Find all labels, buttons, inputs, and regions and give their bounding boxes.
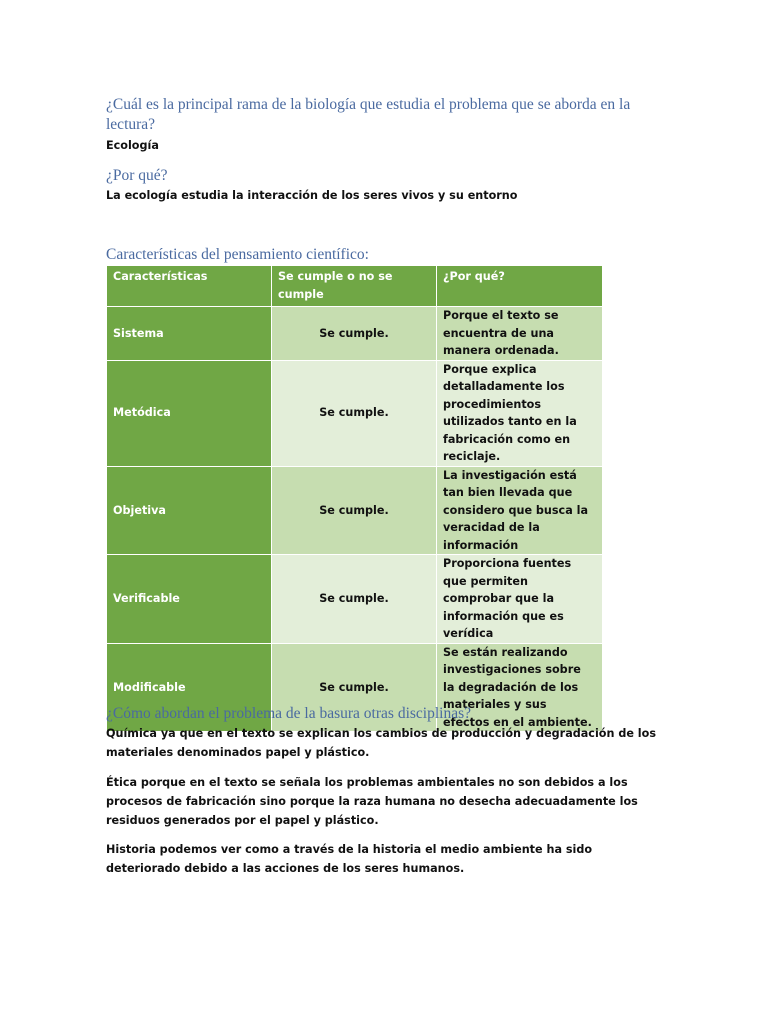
row-status: Se cumple.	[272, 360, 437, 466]
row-status: Se cumple.	[272, 643, 437, 732]
answer-why: La ecología estudia la interacción de los seres vivos y su entorno	[106, 189, 518, 202]
row-reason: Porque explica detalladamente los procedimientos utilizados tanto en la fabricación como en reciclaje.	[437, 360, 603, 466]
row-reason: La investigación está tan bien llevada que considero que busca la veracidad de la información	[437, 466, 603, 555]
table-title: Características del pensamiento científico:	[106, 246, 369, 263]
paragraph-history: Historia podemos ver como a través de la historia el medio ambiente ha sido deteriorado debido a las acciones de los seres humanos.	[106, 843, 593, 875]
row-name: Verificable	[107, 555, 272, 644]
row-reason: Se están realizando investigaciones sobre la degradación de los materiales y sus efectos en el ambiente.	[437, 643, 603, 732]
table-row	[107, 555, 603, 644]
header-characteristics: Características	[107, 266, 272, 307]
table-row	[107, 360, 603, 466]
row-status: Se cumple.	[272, 307, 437, 361]
question-other-disciplines: ¿Cómo abordan el problema de la basura otras disciplinas?	[106, 705, 471, 722]
row-name: Sistema	[107, 307, 272, 361]
paragraph-chemistry: Química ya que en el texto se explican los cambios de producción y degradación de los materiales denominados papel y plástico.	[106, 727, 656, 759]
table-row	[107, 466, 603, 555]
row-reason: Proporciona fuentes que permiten comprobar que la información que es verídica	[437, 555, 603, 644]
characteristics-table	[106, 265, 603, 732]
row-reason: Porque el texto se encuentra de una manera ordenada.	[437, 307, 603, 361]
row-name: Objetiva	[107, 466, 272, 555]
row-name: Metódica	[107, 360, 272, 466]
row-status: Se cumple.	[272, 466, 437, 555]
question-why: ¿Por qué?	[106, 167, 168, 184]
paragraph-ethics: Ética porque en el texto se señala los problemas ambientales no son debidos a los procesos de fabricación sino porque la raza humana no desecha adecuadamente los residuos generados por el papel y plástico.	[106, 776, 638, 827]
header-fulfilled: Se cumple o no se cumple	[272, 266, 437, 307]
table-row	[107, 307, 603, 361]
row-status: Se cumple.	[272, 555, 437, 644]
table-header-row	[107, 266, 603, 307]
row-name: Modificable	[107, 643, 272, 732]
header-why: ¿Por qué?	[437, 266, 603, 307]
answer-main-branch: Ecología	[106, 139, 159, 152]
question-main-branch: ¿Cuál es la principal rama de la biología que estudia el problema que se aborda en la lectura?	[106, 96, 631, 133]
